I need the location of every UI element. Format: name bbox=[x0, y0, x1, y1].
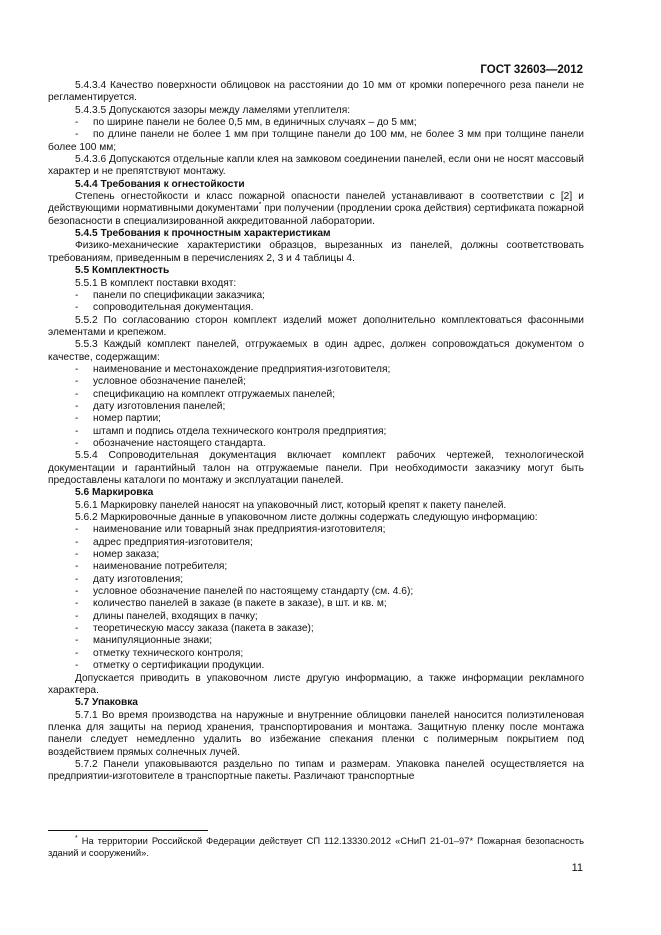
list-dash: - bbox=[75, 413, 79, 425]
paragraph: 5.7.2 Панели упаковываются раздельно по типам и размерам. Упаковка панелей осуществляется на предприятии-изготовителе в транспортные пакеты. Различают транспортные bbox=[48, 758, 584, 783]
list-dash: - bbox=[75, 660, 79, 672]
list-item bbox=[48, 635, 584, 647]
paragraph: 5.4.3.4 Качество поверхности облицовок на расстоянии до 10 мм от кромки поперечного реза панели не регламентируется. bbox=[48, 80, 584, 104]
list-item-text: условное обозначение панелей; bbox=[93, 376, 246, 388]
list-item bbox=[48, 660, 584, 672]
paragraph-text: Степень огнестойкости и класс пожарной опасности панелей устанавливают в соответствии с [2] и действующими нормативными документами bbox=[48, 191, 584, 215]
list-item bbox=[48, 129, 584, 154]
paragraph: 5.5.1 В комплект поставки входят: bbox=[75, 277, 237, 289]
footnote-reference: * bbox=[258, 202, 262, 210]
list-item bbox=[48, 413, 584, 425]
list-dash: - bbox=[75, 437, 79, 449]
list-item-text: дату изготовления панелей; bbox=[93, 400, 226, 412]
footnote-mark: * bbox=[75, 834, 78, 842]
list-item bbox=[48, 623, 584, 635]
list-item-text: наименование или товарный знак предприятия-изготовителя; bbox=[93, 524, 386, 536]
list-dash: - bbox=[75, 400, 79, 412]
list-item bbox=[48, 389, 584, 401]
list-item-text: количество панелей в заказе (в пакете в заказе), в шт. и кв. м; bbox=[93, 598, 387, 610]
section-heading: 5.4.5 Требования к прочностным характеристикам bbox=[75, 228, 331, 240]
list-item bbox=[48, 537, 584, 549]
paragraph: Допускается приводить в упаковочном листе другую информацию, а также информации рекламного характера. bbox=[48, 672, 584, 696]
list-item-text: наименование и местонахождение предприятия-изготовителя; bbox=[93, 363, 391, 375]
list-item bbox=[48, 586, 584, 598]
list-item bbox=[48, 426, 584, 438]
section-heading: 5.4.4 Требования к огнестойкости bbox=[75, 178, 245, 190]
list-item bbox=[48, 117, 584, 129]
paragraph: 5.4.3.6 Допускаются отдельные капли клея на замковом соединении панелей, если они не носят массовый характер и не препятствуют монтажу. bbox=[48, 154, 584, 178]
list-item-text: панели по спецификации заказчика; bbox=[93, 289, 265, 301]
list-dash: - bbox=[75, 573, 79, 585]
list-dash: - bbox=[75, 610, 79, 622]
list-dash: - bbox=[75, 289, 79, 301]
list-dash: - bbox=[75, 524, 79, 536]
paragraph: 5.5.4 Сопроводительная документация включает комплект рабочих чертежей, технологической документации и гарантийный талон на отгружаемые панели. При необходимости заказчику могут быть предоставлены каталоги по монтажу и эксплуатации панелей. bbox=[48, 450, 584, 486]
document-body bbox=[48, 80, 584, 784]
list-dash: - bbox=[75, 388, 79, 400]
list-item-text: спецификацию на комплект отгружаемых панелей; bbox=[93, 388, 336, 400]
list-item bbox=[48, 648, 584, 660]
list-item-text: отметку о сертификации продукции. bbox=[93, 660, 265, 672]
list-item-text: по длине панели не более 1 мм при толщине панели до 100 мм, не более 3 мм при толщине панели более 100 мм; bbox=[48, 129, 584, 153]
list-dash: - bbox=[75, 129, 79, 141]
list-item-text: теоретическую массу заказа (пакета в заказе); bbox=[93, 623, 314, 635]
list-item-text: по ширине панели не более 0,5 мм, в единичных случаях – до 5 мм; bbox=[93, 117, 417, 129]
footnote bbox=[48, 835, 584, 859]
list-item-text: отметку технического контроля; bbox=[93, 647, 244, 659]
list-dash: - bbox=[75, 623, 79, 635]
list-item-text: обозначение настоящего стандарта. bbox=[93, 437, 266, 449]
paragraph: Физико-механические характеристики образцов, вырезанных из панелей, должны соответствовать требованиям, приведенным в перечислениях 2, 3 и 4 таблицы 4. bbox=[48, 240, 584, 264]
list-item-text: номер заказа; bbox=[93, 549, 160, 561]
list-item bbox=[48, 561, 584, 573]
paragraph: 5.5.2 По согласованию сторон комплект изделий может дополнительно комплектоваться фасонными элементами и крепежом. bbox=[48, 314, 584, 338]
list-item-text: дату изготовления; bbox=[93, 573, 184, 585]
list-dash: - bbox=[75, 363, 79, 375]
list-item bbox=[48, 549, 584, 561]
list-item bbox=[48, 598, 584, 610]
list-dash: - bbox=[75, 586, 79, 598]
list-dash: - bbox=[75, 117, 79, 129]
list-item bbox=[48, 574, 584, 586]
list-item-text: номер партии; bbox=[93, 413, 161, 425]
list-dash: - bbox=[75, 302, 79, 314]
list-dash: - bbox=[75, 561, 79, 573]
list-item-text: сопроводительная документация. bbox=[93, 302, 254, 314]
list-item bbox=[48, 376, 584, 388]
paragraph: 5.4.3.5 Допускаются зазоры между ламелями утеплителя: bbox=[75, 104, 351, 116]
list-item bbox=[48, 611, 584, 623]
list-item bbox=[48, 438, 584, 450]
list-dash: - bbox=[75, 536, 79, 548]
section-heading: 5.5 Комплектность bbox=[75, 265, 170, 277]
list-item bbox=[48, 302, 584, 314]
list-item-text: длины панелей, входящих в пачку; bbox=[93, 610, 258, 622]
section-heading: 5.6 Маркировка bbox=[75, 487, 154, 499]
standard-code-header: ГОСТ 32603—2012 bbox=[480, 64, 583, 76]
paragraph: 5.6.1 Маркировку панелей наносят на упаковочный лист, который крепят к пакету панелей. bbox=[75, 499, 507, 511]
list-item-text: штамп и подпись отдела технического контроля предприятия; bbox=[93, 425, 387, 437]
footnote-divider bbox=[48, 830, 208, 831]
paragraph: 5.5.3 Каждый комплект панелей, отгружаемых в один адрес, должен сопровождаться документом о качестве, содержащим: bbox=[48, 339, 584, 363]
list-item-text: условное обозначение панелей по настоящему стандарту (см. 4.6); bbox=[93, 586, 414, 598]
paragraph-text-continued: при получении (продлении срока действия) сертификата пожарной безопасности в специализированной аккредитованной лаборатории. bbox=[48, 203, 584, 227]
list-item bbox=[48, 364, 584, 376]
list-dash: - bbox=[75, 376, 79, 388]
paragraph bbox=[48, 191, 584, 228]
footnote-text: На территории Российской Федерации действует СП 112.13330.2012 «СНиП 21-01–97* Пожарная безопасность зданий и сооружений». bbox=[48, 835, 584, 858]
list-dash: - bbox=[75, 635, 79, 647]
page-number: 11 bbox=[571, 862, 583, 874]
section-heading: 5.7 Упаковка bbox=[75, 697, 138, 709]
list-item-text: адрес предприятия-изготовителя; bbox=[93, 536, 253, 548]
list-item bbox=[48, 401, 584, 413]
list-dash: - bbox=[75, 598, 79, 610]
list-item-text: наименование потребителя; bbox=[93, 561, 228, 573]
paragraph: 5.6.2 Маркировочные данные в упаковочном листе должны содержать следующую информацию: bbox=[75, 512, 538, 524]
list-item-text: манипуляционные знаки; bbox=[93, 635, 213, 647]
paragraph: 5.7.1 Во время производства на наружные и внутренние облицовки панелей наносится полиэтиленовая пленка для защиты на период хранения, транспортирования и монтажа. Защитную пленку после монтажа панели следует немедленно удалить во избежание спекания пленки с полимерным покрытием под воздействием прямых солнечных лучей. bbox=[48, 709, 584, 758]
list-item bbox=[48, 524, 584, 536]
list-item bbox=[48, 290, 584, 302]
list-dash: - bbox=[75, 647, 79, 659]
list-dash: - bbox=[75, 425, 79, 437]
list-dash: - bbox=[75, 549, 79, 561]
